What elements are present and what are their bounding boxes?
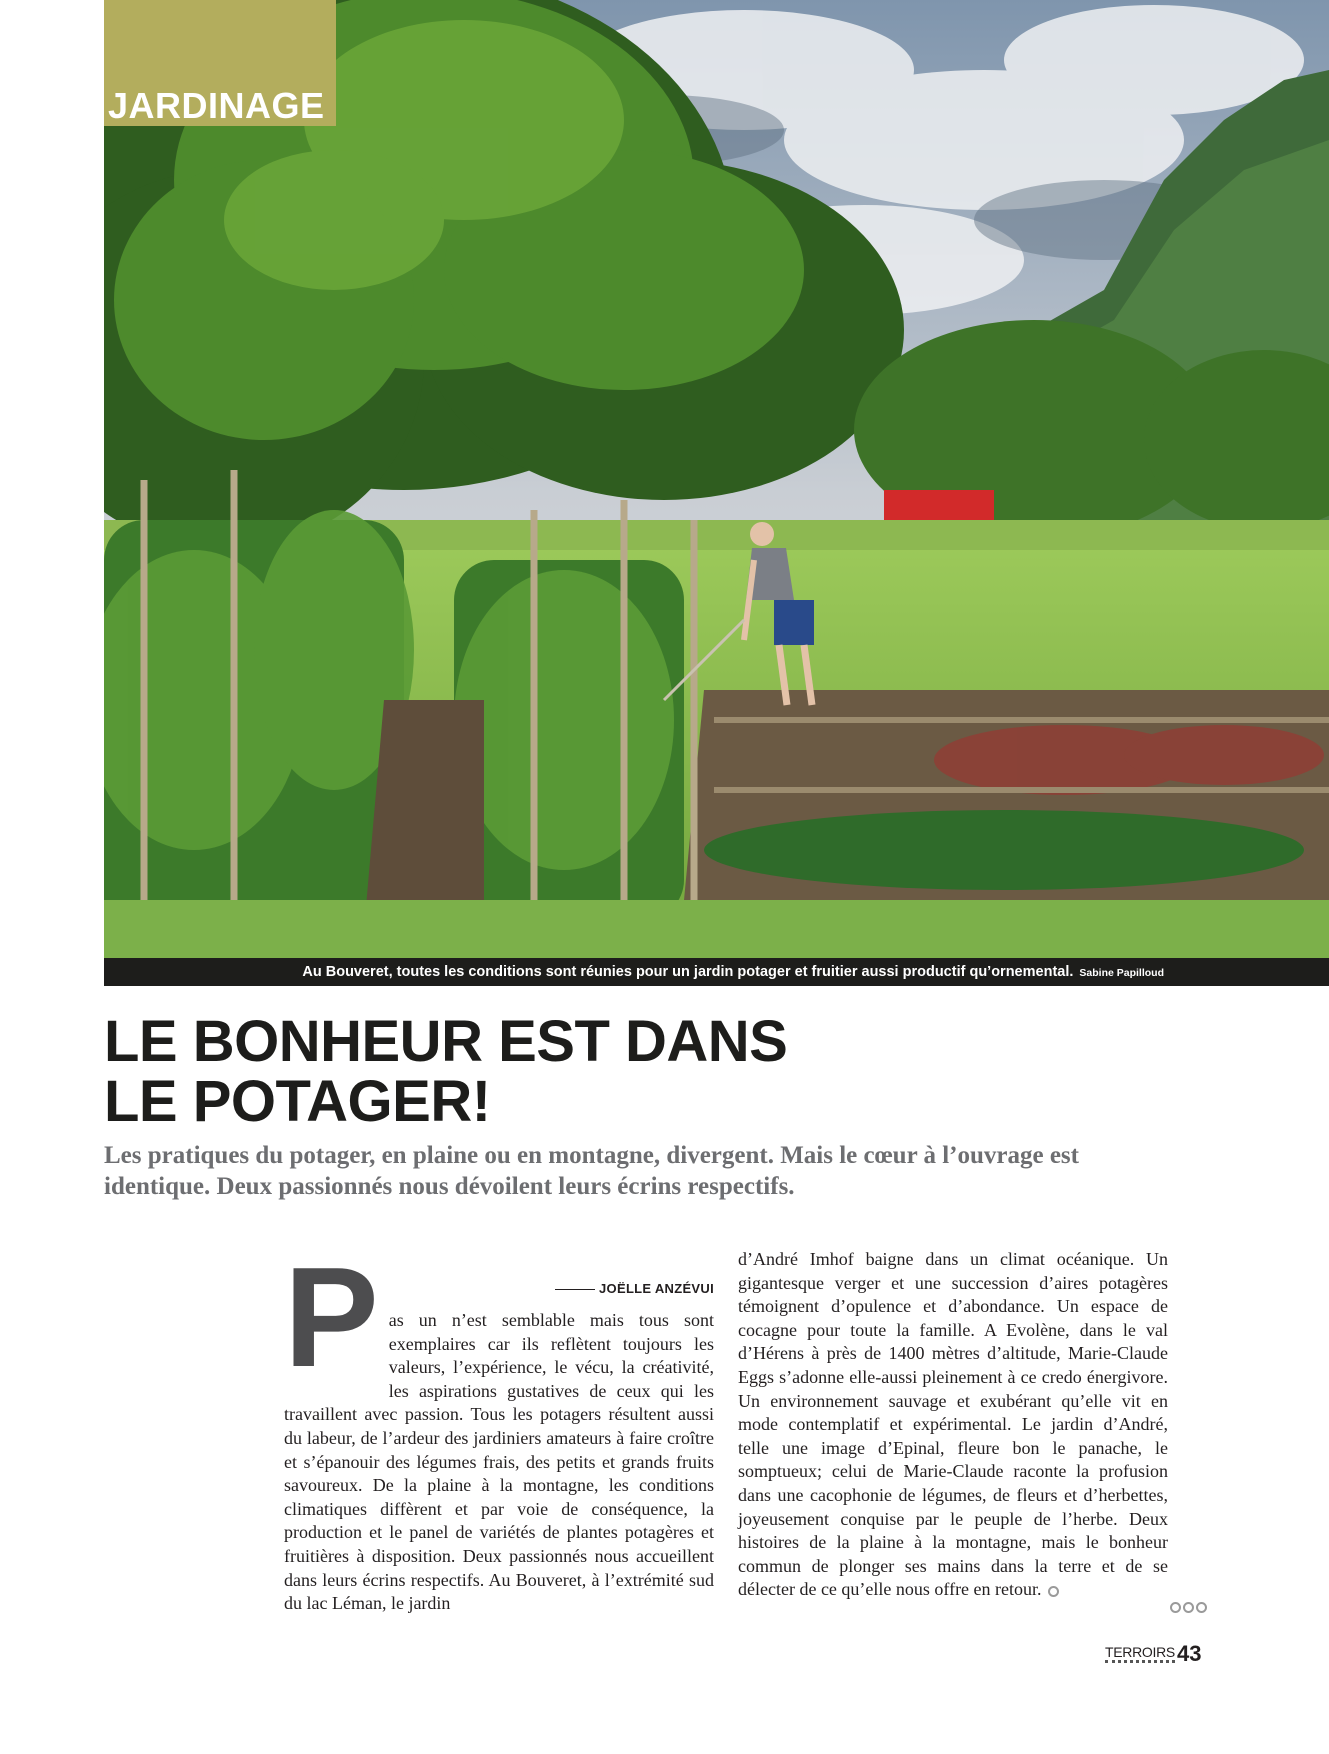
page-folio: [1105, 1641, 1201, 1667]
author-name: JOËLLE ANZÉVUI: [599, 1281, 714, 1296]
page-number: 43: [1176, 1641, 1202, 1666]
headline-line-2: LE POTAGER!: [104, 1069, 491, 1134]
photo-credit: Sabine Papilloud: [1079, 967, 1164, 979]
body-text-1: as un n’est semblable mais tous sont exemplaires car ils reflètent toujours les valeurs, l’expérience, le vécu, la créativité, les aspirations gustatives de ceux qui les travaillent avec passion. Tous les potagers résultent aussi du labeur, de l’ardeur des jardiniers amateurs à faire croître et s’épanouir des légumes frais, des petits et grands fruits savoureux. De la plaine à la montagne, les conditions climatiques diffèrent et par voie de conséquence, la production et le panel de variétés de plantes potagères et fruitières à disposition. Deux passionnés nous accueillent dans leurs écrins respectifs. Au Bouveret, à l’extrémité sud du lac Léman, le jardin: [284, 1310, 714, 1614]
section-tag: [104, 0, 336, 126]
garden-photo: [104, 0, 1329, 986]
caption-text: Au Bouveret, toutes les conditions sont réunies pour un jardin potager et fruitier aussi productif qu’ornemental.: [302, 964, 1074, 980]
garden-illustration: [104, 0, 1329, 986]
headline-line-1: LE BONHEUR EST DANS: [104, 1009, 788, 1074]
section-label: JARDINAGE: [108, 85, 325, 126]
body-column-2: [738, 1248, 1168, 1602]
drop-cap: P: [284, 1238, 379, 1397]
byline-rule: [555, 1289, 595, 1290]
magazine-name: TERROIRS: [1105, 1644, 1175, 1663]
end-of-article-icon: [1048, 1586, 1059, 1597]
headline: [104, 1009, 788, 1134]
photo-caption-bar: [104, 958, 1329, 986]
standfirst: Les pratiques du potager, en plaine ou en montagne, divergent. Mais le cœur à l’ouvrage est identique. Deux passionnés nous dévoilent leurs écrins respectifs.: [104, 1142, 1079, 1200]
body-column-1: [284, 1238, 714, 1616]
body-text-2: d’André Imhof baigne dans un climat océanique. Un gigantesque verger et une succession d’aires potagères témoignent d’opulence et d’abondance. Un espace de cocagne pour toute la famille. A Evolène, dans le val d’Hérens à près de 1400 mètres d’altitude, Marie-Claude Eggs s’adonne elle-aussi pleinement à ce credo énergivore. Un environnement sauvage et exubérant qu’elle vit en mode contemplatif et expérimental. Le jardin d’André, telle une image d’Epinal, fleure bon le panache, le somptueux; celui de Marie-Claude raconte la profusion dans une cacophonie de légumes, de fleurs et d’herbettes, joyeusement conquise par le peuple de l’herbe. Deux histoires de la plaine à la montagne, mais le bonheur commun de plonger ses mains dans la terre et de se délecter de ce qu’elle nous offre en retour.: [738, 1249, 1168, 1600]
continuation-dots-icon: [1170, 1602, 1209, 1613]
photo-caption: [302, 958, 1164, 987]
